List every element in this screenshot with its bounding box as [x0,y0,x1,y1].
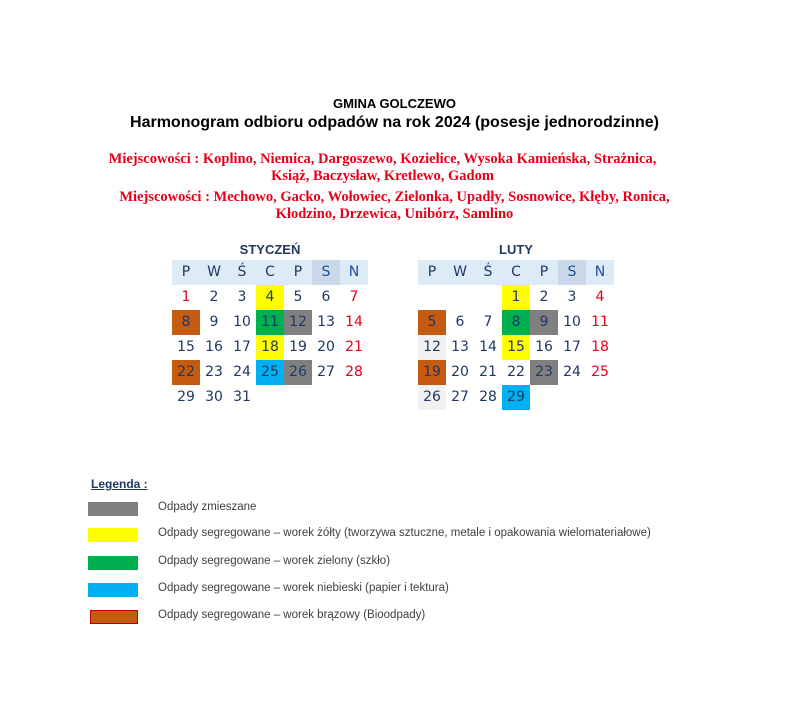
day-cell: 23 [205,364,223,380]
day-cell: 7 [483,314,493,330]
day-cell: 14 [345,314,363,330]
day-cell: 3 [237,289,247,305]
day-cell: 3 [567,289,577,305]
day-cell: 17 [233,339,251,355]
day-cell: 17 [563,339,581,355]
localities-line: Książ, Baczysław, Kretlewo, Gadom [271,168,494,184]
day-cell: 11 [256,310,284,335]
day-cell: 10 [563,314,581,330]
day-cell: 12 [418,335,446,360]
day-cell: 13 [451,339,469,355]
month-title: LUTY [499,242,533,257]
weekday-header: Ś [474,260,502,285]
day-cell: 21 [479,364,497,380]
day-cell: 5 [418,310,446,335]
day-cell: 25 [591,364,609,380]
weekday-header: C [502,260,530,285]
day-cell: 10 [233,314,251,330]
legend-swatch-green [88,556,138,570]
day-cell: 25 [256,360,284,385]
day-cell: 23 [530,360,558,385]
day-cell: 14 [479,339,497,355]
weekday-header: N [340,260,368,285]
day-cell: 21 [345,339,363,355]
weekday-header: P [418,260,446,285]
day-cell: 2 [539,289,549,305]
day-cell: 12 [284,310,312,335]
day-cell: 5 [293,289,303,305]
day-cell: 8 [172,310,200,335]
localities-line: Miejscowości : Mechowo, Gacko, Wołowiec, Zielonka, Upadły, Sosnowice, Kłęby, Ronica, [119,189,670,205]
legend-label: Odpady segregowane – worek niebieski (papier i tektura) [158,582,449,594]
empty-cell [418,285,446,310]
day-cell: 26 [284,360,312,385]
localities-group-2 [0,189,789,223]
day-cell: 4 [595,289,605,305]
legend-swatch-gray [88,502,138,516]
weekday-header: Ś [228,260,256,285]
legend-title: Legenda : [91,477,148,491]
legend-label: Odpady segregowane – worek żółty (tworzywa sztuczne, metale i opakowania wielomateriałowe) [158,527,651,539]
localities-line: Kłodzino, Drzewica, Unibórz, Samlino [275,206,514,222]
month-grid [172,260,368,410]
day-cell: 2 [209,289,219,305]
month-title: STYCZEŃ [239,242,301,257]
weekday-header: S [312,260,340,285]
localities-group-1 [0,151,777,185]
localities-line: Miejscowości : Koplino, Niemica, Dargoszewo, Kozielice, Wysoka Kamieńska, Strażnica, [108,151,657,167]
day-cell: 7 [349,289,359,305]
weekday-header: N [586,260,614,285]
weekday-header: S [558,260,586,285]
empty-cell [446,285,474,310]
day-cell: 24 [233,364,251,380]
day-cell: 1 [181,289,191,305]
day-cell: 19 [418,360,446,385]
day-cell: 29 [502,385,530,410]
day-cell: 4 [256,285,284,310]
day-cell: 29 [177,389,195,405]
day-cell: 1 [502,285,530,310]
legend-label: Odpady segregowane – worek brązowy (Bioodpady) [158,609,426,621]
day-cell: 15 [177,339,195,355]
day-cell: 11 [591,314,609,330]
legend-label: Odpady zmieszane [158,501,257,513]
day-cell: 30 [205,389,223,405]
day-cell: 9 [530,310,558,335]
day-cell: 6 [455,314,465,330]
day-cell: 6 [321,289,331,305]
day-cell: 27 [317,364,335,380]
day-cell: 22 [507,364,525,380]
day-cell: 27 [451,389,469,405]
day-cell: 9 [209,314,219,330]
day-cell: 18 [591,339,609,355]
legend-swatch-yellow [88,528,138,542]
day-cell: 22 [172,360,200,385]
day-cell: 18 [256,335,284,360]
calendar-february [418,240,614,410]
day-cell: 20 [451,364,469,380]
weekday-header: C [256,260,284,285]
day-cell: 28 [479,389,497,405]
weekday-header: P [172,260,200,285]
day-cell: 8 [502,310,530,335]
weekday-header: W [200,260,228,285]
day-cell: 20 [317,339,335,355]
weekday-header: P [530,260,558,285]
legend-swatch-brown [90,610,138,624]
empty-cell [474,285,502,310]
day-cell: 16 [205,339,223,355]
gmina-title: GMINA GOLCZEWO [332,96,456,111]
month-grid [418,260,614,410]
day-cell: 13 [317,314,335,330]
day-cell: 24 [563,364,581,380]
day-cell: 19 [289,339,307,355]
schedule-title: Harmonogram odbioru odpadów na rok 2024 (posesje jednorodzinne) [130,114,659,131]
calendar-january [172,240,368,410]
day-cell: 26 [418,385,446,410]
day-cell: 31 [233,389,251,405]
day-cell: 16 [535,339,553,355]
day-cell: 15 [502,335,530,360]
legend-swatch-blue [88,583,138,597]
day-cell: 28 [345,364,363,380]
weekday-header: P [284,260,312,285]
legend-label: Odpady segregowane – worek zielony (szkło) [158,555,391,567]
weekday-header: W [446,260,474,285]
